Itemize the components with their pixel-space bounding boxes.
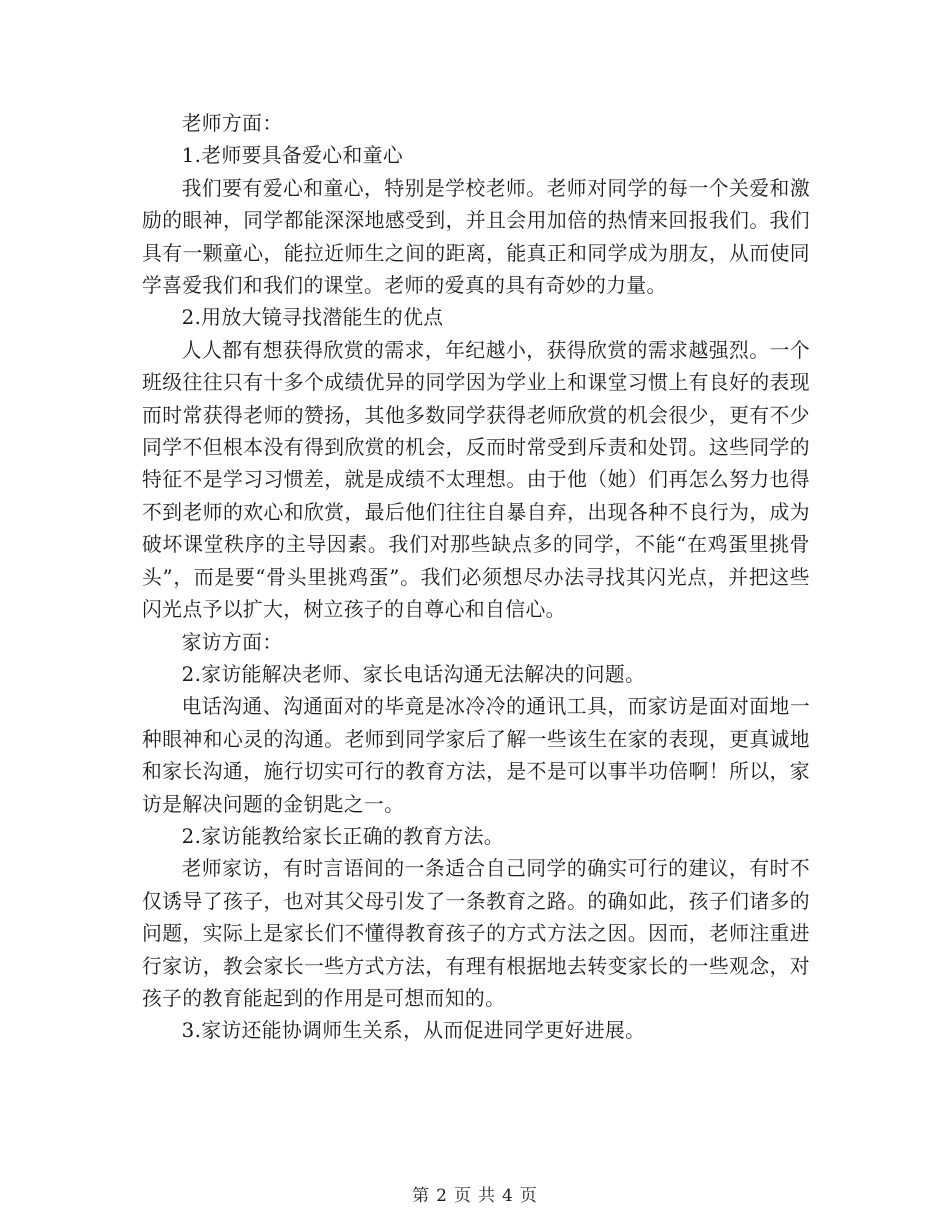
point-heading-love: 1.老师要具备爱心和童心	[181, 144, 404, 168]
point-heading-magnifier: 2.用放大镜寻找潜能生的优点	[181, 306, 444, 330]
section-heading-teacher: 老师方面：	[181, 112, 283, 135]
section-heading-home-visit: 家访方面：	[181, 630, 283, 654]
point-heading-method: 2.家访能教给家长正确的教育方法。	[181, 824, 504, 848]
footer-prefix: 第	[412, 1186, 431, 1206]
point-heading-phone: 2.家访能解决老师、家长电话沟通无法解决的问题。	[181, 662, 646, 686]
paragraph-method: 老师家访，有时言语间的一条适合自己同学的确实可行的建议，有时不仅诱导了孩子，也对其父母引发了一条教育之路。的确如此，孩子们诸多的问题，实际上是家长们不懂得教育孩子的方式方法之因。因而，老师注重进行家访，教会家长一些方式方法，有理有根据地去转变家长的一些观念，对孩子的教育能起到的作用是可想而知的。	[142, 857, 810, 1010]
footer-total-word: 共	[478, 1186, 496, 1206]
paragraph-phone: 电话沟通、沟通面对的毕竟是冰冷冷的通讯工具，而家访是面对面地一种眼神和心灵的沟通。老师到同学家后了解一些该生在家的表现，更真诚地和家长沟通，施行切实可行的教育方法，是不是可以事半功倍啊！所以，家访是解决问题的金钥匙之一。	[142, 695, 810, 816]
point-heading-relationship: 3.家访还能协调师生关系，从而促进同学更好进展。	[181, 1019, 646, 1043]
paragraph-magnifier: 人人都有想获得欣赏的需求，年纪越小，获得欣赏的需求越强烈。一个班级往往只有十多个成绩优异的同学因为学业上和课堂习惯上有良好的表现而时常获得老师的赞扬，其他多数同学获得老师欣赏的机会很少，更有不少同学不但根本没有得到欣赏的机会，反而时常受到斥责和处罚。这些同学的特征不是学习习惯差，就是成绩不太理想。由于他（她）们再怎么努力也得不到老师的欢心和欣赏，最后他们往往自暴自弃，出现各种不良行为，成为破坏课堂秩序的主导因素。我们对那些缺点多的同学，不能“在鸡蛋里挑骨头”，而是要“骨头里挑鸡蛋”。我们必须想尽办法寻找其闪光点，并把这些闪光点予以扩大，树立孩子的自尊心和自信心。	[142, 338, 810, 622]
paragraph-love: 我们要有爱心和童心，特别是学校老师。老师对同学的每一个关爱和激励的眼神，同学都能深深地感受到，并且会用加倍的热情来回报我们。我们具有一颗童心，能拉近师生之间的距离，能真正和同学成为朋友，从而使同学喜爱我们和我们的课堂。老师的爱真的具有奇妙的力量。	[142, 176, 810, 298]
footer-page-word: 页	[454, 1186, 472, 1206]
document-body	[142, 108, 810, 1048]
footer-total-pages: 4	[502, 1186, 514, 1206]
footer-current-page: 2	[436, 1186, 448, 1206]
page-footer	[0, 1181, 950, 1206]
footer-suffix: 页	[519, 1186, 538, 1206]
